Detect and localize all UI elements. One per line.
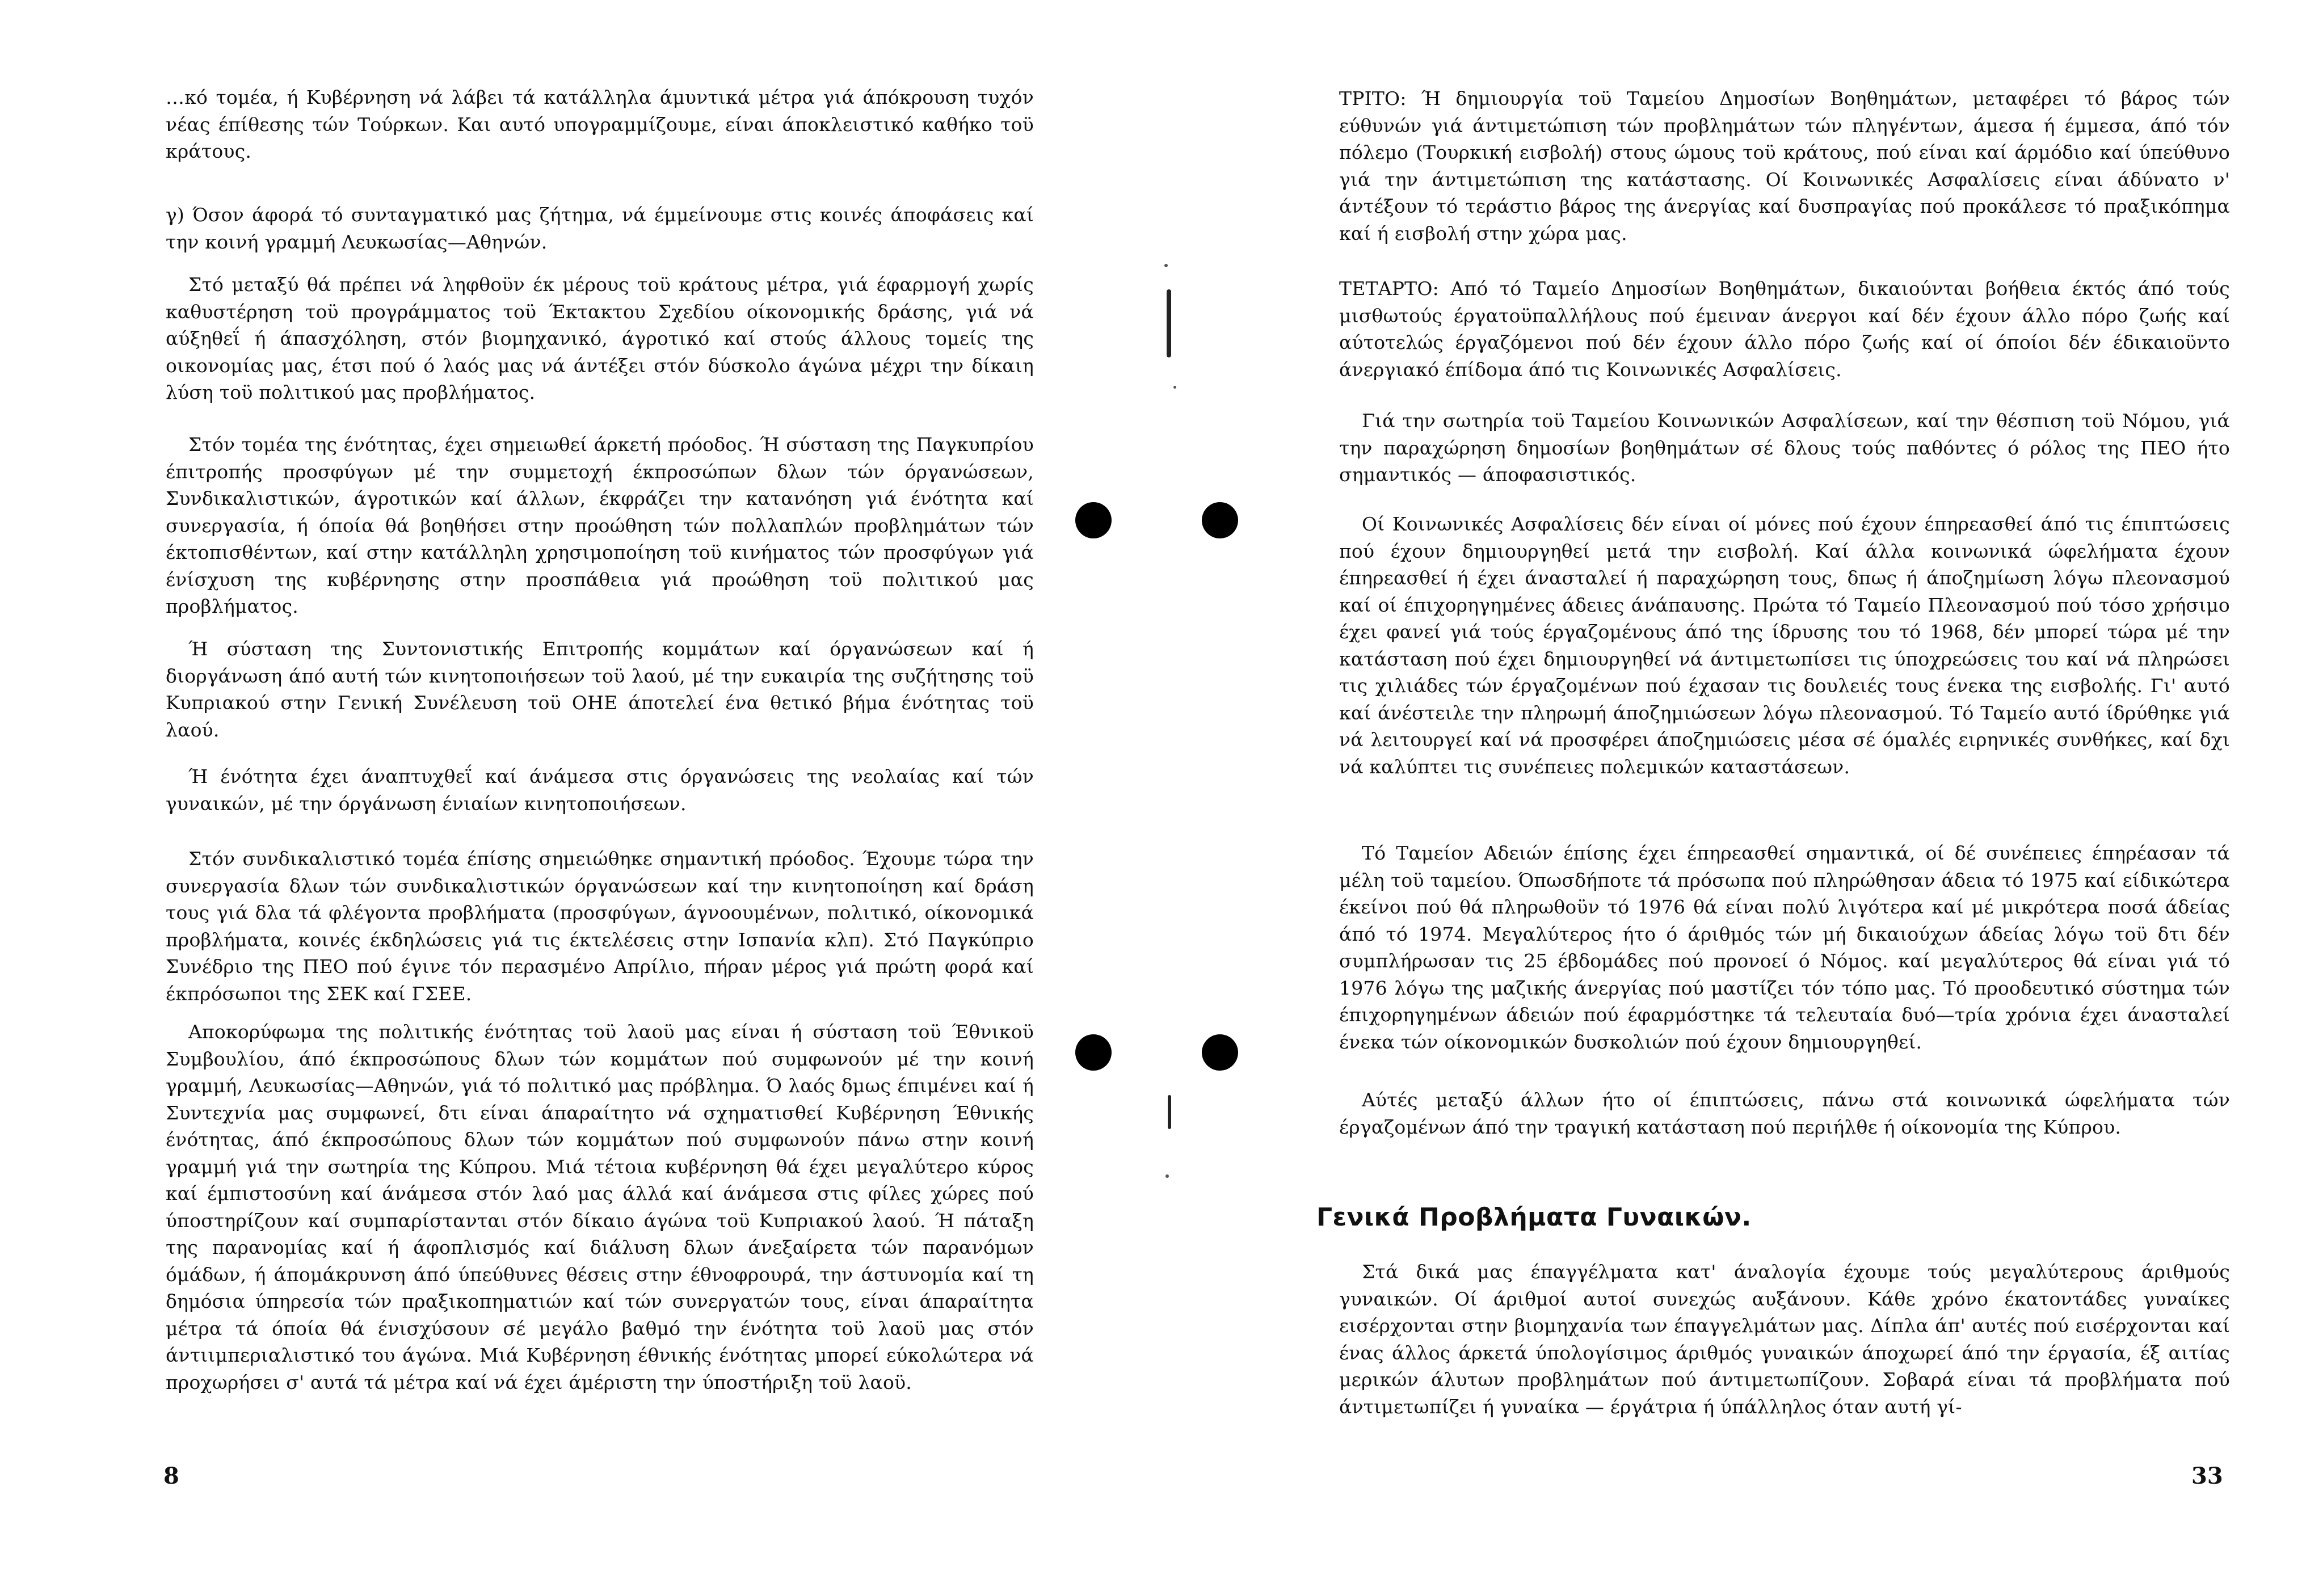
paragraph-effects: Αύτές μεταξύ άλλων ήτο οί έπιπτώσεις, πάνω στά κοινωνικά ώφελήματα τών έργαζομένων άπό την τραγική κατάσταση πού περιήλθε ή οίκονομία της Κύπρου. <box>1339 1089 2230 1138</box>
punch-hole <box>1075 502 1112 538</box>
paragraph-national-council: Αποκορύφωμα της πολιτικής ένότητας τοϋ λαοϋ μας είναι ή σύσταση τοϋ Έθνικοϋ Συμβουλίου, άπό έκπροσώπους δλων τών κομμάτων πού συμφωνούν μέ την κοινή γραμμή, Λευκωσίας—Αθηνών, γιά τό πολιτικό μας πρόβλημα. Ό λαός δμως έπιμένει καί ή Συντεχνία μας συμφωνεί, δτι είναι άπαραίτητο νά σχηματισθεί Κυβέρνηση Έθνικής ένότητας, άπό έκπροσώπους δλων τών κομμάτων πού συμφωνούν πάνω στην κοινή γραμμή γιά την σωτηρία της Κύπρου. Μιά τέτοια κυβέρνηση θά έχει μεγαλύτερο κύρος καί έμπιστοσύνη καί άνάμεσα στόν λαό μας άλλά καί άνάμεσα στις φίλες χώρες πού ύποστηρίζουν καί συμπαρίστανται στόν δίκαιο άγώνα τοϋ Κυπριακού λαού. Ή πάταξη της παρανομίας καί ή άφοπλισμός καί διάλυση δλων άνεξαίρετα τών παρανόμων όμάδων, ή άπομάκρυνση άπό ύπεύθυνες θέσεις στην έθνοφρουρά, την άστυνομία καί τη δημόσια ύπηρεσία τών πραξικοπηματιών καί τών συνεργατών τους, είναι άπαραίτητα μέτρα τά όποία θά ένισχύσουν σέ μεγάλο βαθμό την ένότητα τοϋ λαοϋ μας στόν άντιιμπεριαλιστικό του άγώνα. Μιά Κυβέρνηση έθνικής ένότητας μπορεί εύκολώτερα νά προχωρήσει σ' αυτά τά μέτρα καί νά έχει άμέριστη την ύποστήριξη τοϋ λαοϋ. <box>166 1021 1034 1393</box>
paragraph-constitutional-issue: γ) Όσον άφορά τό συνταγματικό μας ζήτημα, νά έμμείνουμε στις κοινές άποφάσεις καί την κοινή γραμμή Λευκωσίας—Αθηνών. <box>166 204 1034 253</box>
paragraph-peo-role: Γιά την σωτηρία τοϋ Ταμείου Κοινωνικών Ασφαλίσεων, καί την θέσπιση τοϋ Νόμου, γιά την παραχώρηση δημοσίων βοηθημάτων σέ δλους τούς παθόντες ό ρόλος της ΠΕΟ ήτο σημαντικός — άποφασιστικός. <box>1339 410 2230 486</box>
section-heading: Γενικά Προβλήματα Γυναικών. <box>1316 1203 1752 1232</box>
paragraph-trade-union: Στόν συνδικαλιστικό τομέα έπίσης σημειώθηκε σημαντική πρόοδος. Έχουμε τώρα την συνεργασία δλων τών συνδικαλιστικών όργανώσεων καί την κινητοποίηση καί δράση τους γιά δλα τά φλέγοντα προβλήματα (προσφύγων, άγνοουμένων, πολιτικό, οίκονομικά προβλήματα, κοινές έκδηλώσεις γιά τις έκτελέσεις στην Ισπανία κλπ). Στό Παγκύπριο Συνέδριο της ΠΕΟ πού έγινε τόν περασμένο Απρίλιο, πήραν μέρος γιά πρώτη φορά καί έκπρόσωποι της ΣΕΚ καί ΓΣΕΕ. <box>166 848 1034 1005</box>
paragraph-social-insurance: Οί Κοινωνικές Ασφαλίσεις δέν είναι οί μόνες πού έχουν έπηρεασθεί άπό τις έπιπτώσεις πού έχουν δημιουργηθεί μετά την εισβολή. Καί άλλα κοινωνικά ώφελήματα έχουν έπηρεασθεί ή έχει άνασταλεί ή παραχώρηση τους, δπως ή άποζημίωση λόγω πλεονασμού καί οί έπιχορηγημένες άδειες άνάπαυσης. Πρώτα τό Ταμείο Πλεονασμού πού τόσο χρήσιμο έχει φανεί γιά τούς έργαζομένους άπό της ίδρυσης του τό 1968, δέν μπορεί τώρα μέ την κατάσταση πού έχει δημιουργηθεί νά άντιμετωπίσει τις ύποχρεώσεις του καί νά πληρώσει τις χιλιάδες τών έργαζομένων πού έχασαν τις δουλειές τους ένεκα της εισβολής. Γι' αυτό καί άνέστειλε την πληρωμή άποζημιώσεων λόγω πλεονασμού. Τό Ταμείο αυτό ίδρύθηκε γιά νά λειτουργεί καί νά προσφέρει άποζημιώσεις μέσα σέ όμαλές ειρηνικές συνθήκες, καί δχι νά καλύπτει τις συνέπειες πολεμικών καταστάσεων. <box>1339 513 2230 778</box>
paragraph-unity-refugees: Στόν τομέα της ένότητας, έχει σημειωθεί άρκετή πρόοδος. Ή σύσταση της Παγκυπρίου έπιτροπής προσφύγων μέ την συμμετοχή έκπροσώπων δλων τών όργανώσεων, Συνδικαλιστικών, άγροτικών καί άλλων, έκφράζει την κατανόηση γιά ένότητα καί συνεργασία, ή όποία θά βοηθήσει στην προώθηση τών πολλαπλών προβλημάτων τών έκτοπισθέντων, καί στην κατάλληλη χρησιμοποίηση τοϋ κινήματος τών προσφύγων γιά ένίσχυση της κυβέρνησης στην προσπάθεια γιά προώθηση τοϋ πολιτικού μας προβλήματος. <box>166 433 1034 617</box>
paragraph-youth-women-unity: Ή ένότητα έχει άναπτυχθεΐ καί άνάμεσα στις όργανώσεις της νεολαίας καί τών γυναικών, μέ την όργάνωση ένιαίων κινητοποιήσεων. <box>166 765 1034 815</box>
right-page <box>1152 0 2306 1596</box>
paragraph-women: Στά δικά μας έπαγγέλματα κατ' άναλογία έχουμε τούς μεγαλύτερους άριθμούς γυναικών. Οί άριθμοί αυτοί συνεχώς αυξάνουν. Κάθε χρόνο έκατοντάδες γυναίκες εισέρχονται στην βιομηχανία των έπαγγελμάτων μας. Δίπλα άπ' αυτές πού εισέρχονται καί ένας άλλος άρκετά ύπολογίσιμος άριθμός γυναικών άποχωρεί άπό την έργασία, έξ αιτίας μερικών άλυτων προβλημάτων πού άντιμετωπίζουν. Σοβαρά είναι τά προβλήματα πού άντιμετωπίζει ή γυναίκα — έργάτρια ή ύπάλληλος όταν αυτή γί- <box>1339 1261 2230 1418</box>
page-number: 33 <box>2191 1463 2223 1489</box>
paragraph-leave-fund: Τό Ταμείον Αδειών έπίσης έχει έπηρεασθεί σημαντικά, οί δέ συνέπειες έπηρέασαν τά μέλη τοϋ ταμείου. Όπωσδήποτε τά πρόσωπα πού πληρώθησαν άδεια τό 1975 καί είδικώτερα έκείνοι πού θά πληρωθοϋν τό 1976 θά είναι πολύ λιγότερα καί μέ μικρότερα ποσά άδείας άπό τό 1974. Μεγαλύτερος ήτο ό άριθμός τών μή δικαιούχων άδείας λόγω τοϋ δτι δέν συμπλήρωσαν τις 25 έβδομάδες πού προνοεί ό Νόμος. καί μεγαλύτερος θά είναι γιά τό 1976 λόγω της μαζικής άνεργίας πού μαστίζει τόν τόπο μας. Τό προοδευτικό σύστημα τών έπιχορηγημένων άδειών πού έφαρμόστηκε τά τελευταία δυό—τρία χρόνια έχει άνασταλεί ένεκα τών οίκονομικών δυσκολιών πού έχουν δημιουργηθεί. <box>1339 842 2230 1053</box>
paragraph-tritos: ΤΡΙΤΟ: Ή δημιουργία τοϋ Ταμείου Δημοσίων Βοηθημάτων, μεταφέρει τό βάρος τών εύθυνών γιά άντιμετώπιση τών προβλημάτων τών πληγέντων, άμεσα ή έμμεσα, άπό τόν πόλεμο (Τουρκική εισβολή) στους ώμους τοϋ κράτους, πού είναι καί άρμόδιο καί ύπεύθυνο γιά την άντιμετώπιση της κατάστασης. Οί Κοινωνικές Ασφαλίσεις είναι άδύνατο ν' άντέξουν τό τεράστιο βάρος της άνεργίας καί δυσπραγίας πού προκάλεσε τό πραξικόπημα καί ή εισβολή στην χώρα μας. <box>1339 87 2230 245</box>
punch-hole <box>1075 1034 1112 1071</box>
left-page <box>0 0 1135 1596</box>
paragraph-tetarto: ΤΕΤΑΡΤΟ: Από τό Ταμείο Δημοσίων Βοηθημάτων, δικαιούνται βοήθεια έκτός άπό τούς μισθωτούς έργατοϋπαλλήλους πού έμειναν άνεργοι καί δέν έχουν άλλο πόρο ζωής καί αύτοτελώς έργαζόμενοι πού δέν έχουν άλλο πόρο ζωής καί οί όποίοι δέν έδικαιοϋντο άνεργιακό έπίδομα άπό τις Κοινωνικές Ασφαλίσεις. <box>1339 277 2230 381</box>
page-number: 8 <box>163 1463 179 1489</box>
paragraph-defense: …κό τομέα, ή Κυβέρνηση νά λάβει τά κατάλληλα άμυντικά μέτρα γιά άπόκρουση τυχόν νέας έπίθεσης τών Τούρκων. Και αυτό υπογραμμίζουμε, είναι άποκλειστικό καθήκο τοϋ κράτους. <box>166 86 1034 162</box>
paragraph-emergency-measures: Στό μεταξύ θά πρέπει νά ληφθοϋν έκ μέρους τοϋ κράτους μέτρα, γιά έφαρμογή χωρίς καθυστέρηση τοϋ προγράμματος τοϋ Έκτακτου Σχεδίου οίκονομικής δράσης, γιά νά αύξηθεΐ ή άπασχόληση, στόν βιομηχανικό, άγροτικό καί στούς άλλους τομείς της οικονομίας μας, έτσι πού ό λαός μας νά άντέξει στόν δύσκολο άγώνα μέχρι την δίκαιη λύση τοϋ πολιτικού μας προβλήματος. <box>166 273 1034 403</box>
paragraph-coordinating-committee: Ή σύσταση της Συντονιστικής Επιτροπής κομμάτων καί όργανώσεων καί ή διοργάνωση άπό αυτή τών κινητοποιήσεων τοϋ λαού, μέ την ευκαιρία της συζήτησης τοϋ Κυπριακού στην Γενική Συνέλευση τοϋ ΟΗΕ άποτελεί ένα θετικό βήμα ένότητας τοϋ λαού. <box>166 638 1034 741</box>
